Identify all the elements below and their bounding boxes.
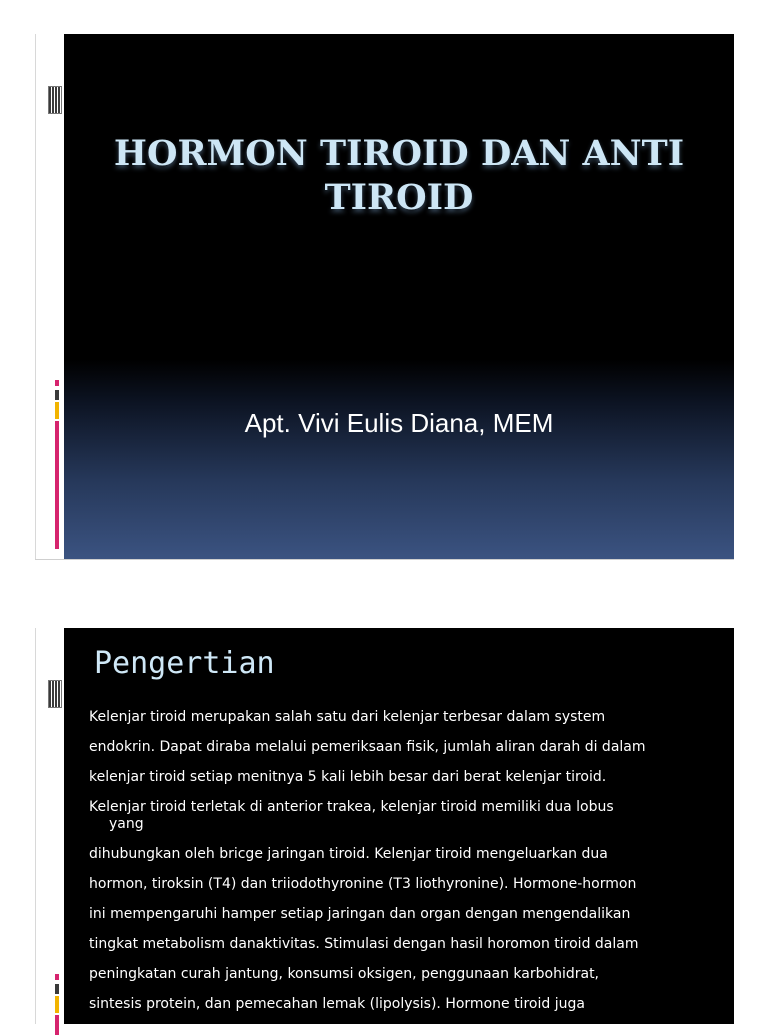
slide-title-text — [64, 132, 734, 220]
text-line: Kelenjar tiroid terletak di anterior trakea, kelenjar tiroid memiliki dua lobus — [89, 799, 614, 815]
accent-bar-yellow — [55, 996, 59, 1013]
slide-heading: Pengertian — [94, 646, 275, 681]
stripe-decoration — [48, 680, 62, 708]
accent-bar-pink-small — [55, 380, 59, 386]
text-line: kelenjar tiroid setiap menitnya 5 kali lebih besar dari berat kelenjar tiroid. — [89, 769, 607, 785]
slide-pengertian — [35, 628, 734, 1024]
title-line-1: HORMON TIROID DAN ANTI — [113, 133, 685, 174]
stripe-decoration — [48, 86, 62, 114]
slide-divider — [35, 559, 734, 560]
slide-title — [35, 34, 734, 559]
accent-bar-yellow — [55, 402, 59, 419]
author-subtitle: Apt. Vivi Eulis Diana, MEM — [244, 408, 554, 438]
accent-bar-dark — [55, 984, 59, 994]
text-line: ini mempengaruhi hamper setiap jaringan dan organ dengan mengendalikan — [89, 906, 631, 922]
text-line: Kelenjar tiroid merupakan salah satu dari kelenjar terbesar dalam system — [89, 709, 606, 725]
text-line-wrapped — [89, 792, 729, 839]
text-line: endokrin. Dapat diraba melalui pemeriksaan fisik, jumlah aliran darah di dalam — [89, 739, 646, 755]
text-line-continuation: yang — [109, 816, 144, 832]
text-line: tingkat metabolism danaktivitas. Stimulasi dengan hasil horomon tiroid dalam — [89, 936, 639, 952]
slide-background — [64, 34, 734, 559]
accent-bar-pink — [55, 1015, 59, 1035]
slide-body-text — [89, 702, 729, 1019]
text-line: peningkatan curah jantung, konsumsi oksigen, penggunaan karbohidrat, — [89, 966, 600, 982]
accent-bar-pink — [55, 421, 59, 549]
text-line: sintesis protein, dan pemecahan lemak (lipolysis). Hormone tiroid juga — [89, 996, 585, 1012]
title-line-2: TIROID — [324, 177, 474, 218]
text-line: dihubungkan oleh bricge jaringan tiroid. Kelenjar tiroid mengeluarkan dua — [89, 846, 608, 862]
text-line: hormon, tiroksin (T4) dan triiodothyronine (T3 liothyronine). Hormone-hormon — [89, 876, 637, 892]
accent-bar-pink-small — [55, 974, 59, 980]
accent-bar-dark — [55, 390, 59, 400]
